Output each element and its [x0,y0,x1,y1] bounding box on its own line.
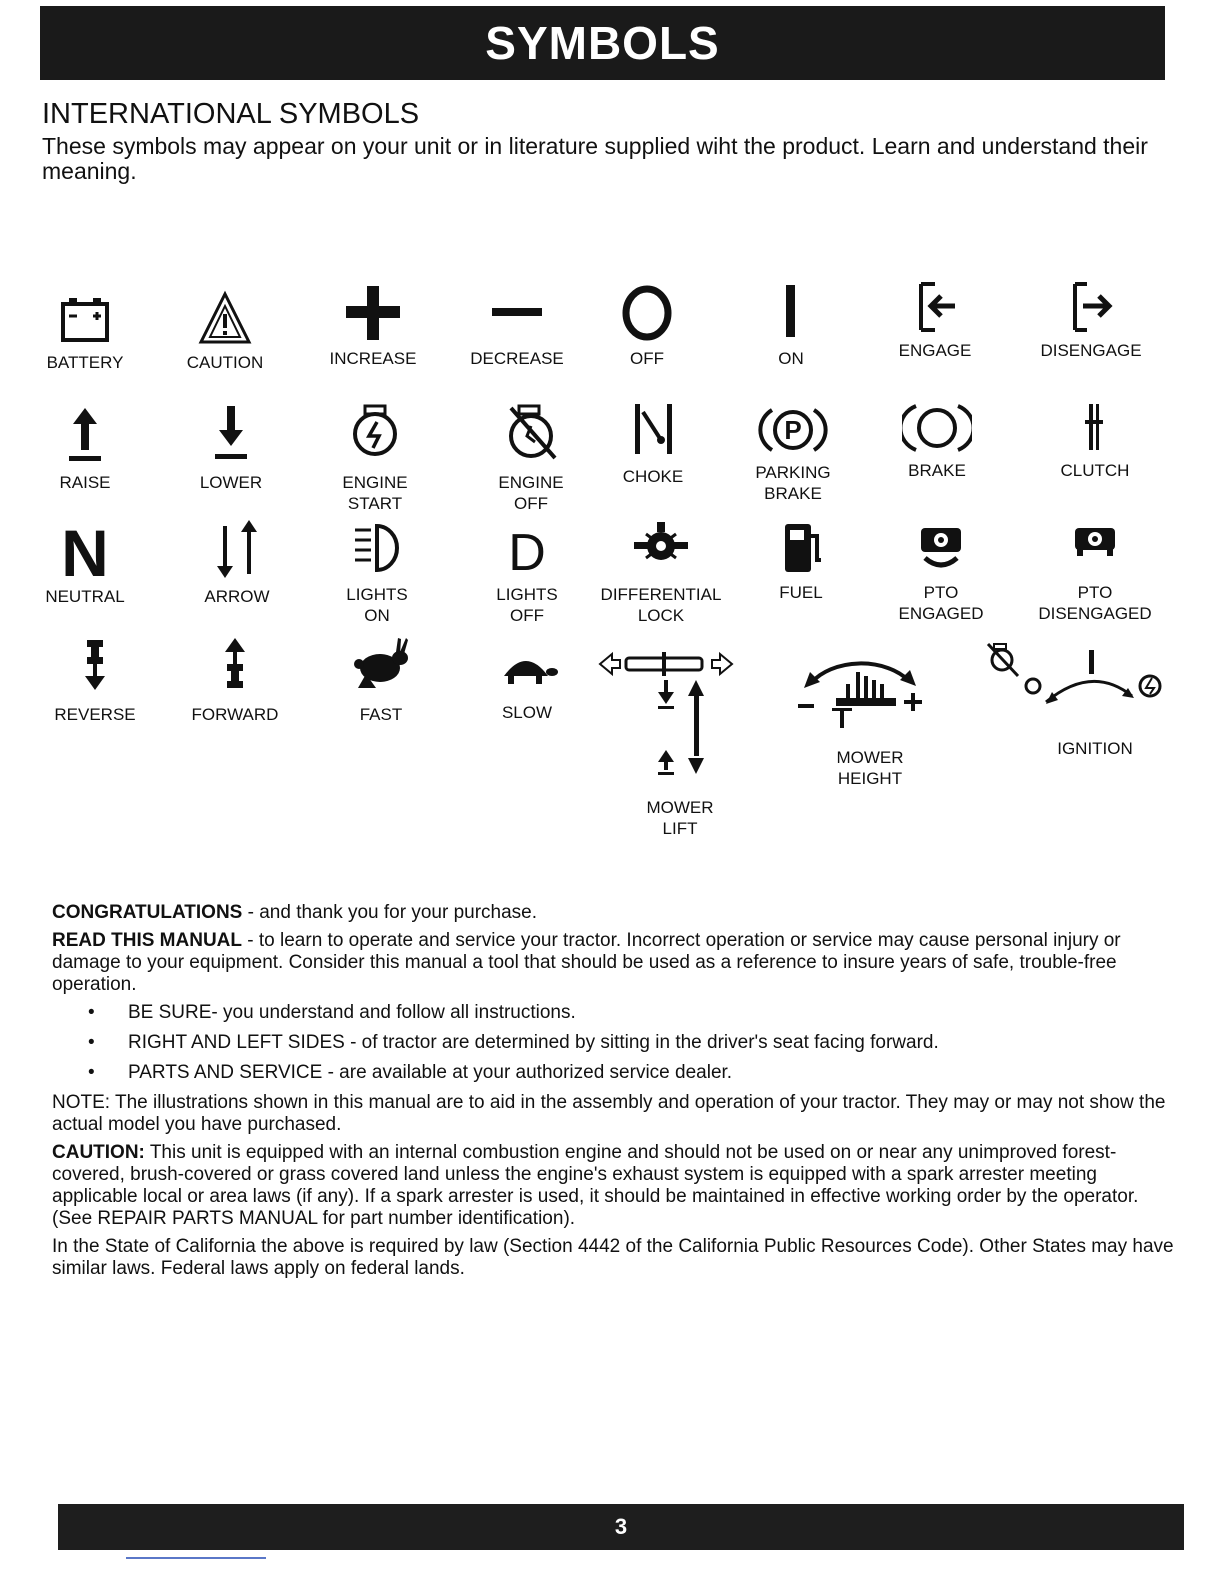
on-bar-icon [758,280,824,346]
symbol-label: DIFFERENTIAL LOCK [600,585,722,625]
symbol-mower-lift-label: MOWER LIFT [646,798,714,838]
symbol-label: INCREASE [329,349,417,368]
symbol-label: FORWARD [191,705,279,724]
mower-lift-icon [598,646,738,782]
intro-text: These symbols may appear on your unit or in literature supplied wiht the product. Learn and understand their meaning. [42,133,1148,184]
symbol-pto-engaged [866,516,1016,624]
congratulations-paragraph [52,902,1182,924]
symbol-neutral [10,516,160,607]
read-manual-heading: READ THIS MANUAL [52,930,242,951]
lights-on-icon [347,516,407,582]
rabbit-icon [346,634,416,702]
caution-heading: CAUTION: [52,1142,145,1163]
parking-glyph: P [784,415,802,445]
symbol-ignition-label: IGNITION [1057,739,1133,758]
caution-triangle-icon [195,288,255,350]
symbol-label: OFF [630,349,664,368]
parking-brake-icon [758,400,828,460]
symbol-fuel [726,516,876,603]
symbol-decrease [442,280,592,369]
disengage-icon [1061,278,1121,338]
instruction-list [52,1002,1182,1084]
section-title: INTERNATIONAL SYMBOLS [42,98,420,130]
symbol-label: ENGINE OFF [498,473,564,513]
engine-off-icon [501,398,561,470]
raise-arrow-icon [55,400,115,470]
symbol-label: PTO ENGAGED [898,583,984,623]
symbol-label: SLOW [501,703,553,722]
symbol-label: BATTERY [46,353,124,372]
symbol-clutch [1020,396,1170,481]
caution-text: This unit is equipped with an internal combustion engine and should not be used on or near any unimproved forest-covered, brush-covered or grass covered land unless the engine's exhaust system is equipped with a spark arrester meeting applicable local or area laws (if any). If a spark arrester is used, it should be maintained in effective working order by the operator. (See REPAIR PARTS MANUAL for part number identification). [52,1142,1139,1229]
symbol-label: ENGINE START [342,473,408,513]
symbol-label: ON [778,349,804,368]
page-number: 3 [614,1514,628,1539]
minus-icon [484,280,550,346]
symbol-label: ARROW [204,587,270,606]
list-item: • RIGHT AND LEFT SIDES - of tractor are determined by sitting in the driver's seat facing forward. [52,1032,1182,1054]
lights-off-glyph: D [508,524,546,582]
symbol-label: DISENGAGE [1040,341,1142,360]
symbol-parking-brake [718,400,868,504]
symbol-label: LIGHTS OFF [496,585,558,625]
read-manual-text: - to learn to operate and service your tractor. Incorrect operation or service may cause personal injury or damage to your equipment. Consider this manual a tool that should be used as a reference to insure years of safe, trouble-free operation. [52,930,1121,995]
symbol-label: ENGAGE [898,341,972,360]
symbol-battery [10,290,160,373]
congratulations-text: - and thank you for your purchase. [242,902,538,923]
header-banner [40,6,1165,80]
up-down-arrows-icon [207,516,267,584]
body-text [52,902,1182,1286]
symbol-label: CHOKE [622,467,684,486]
engage-icon [905,278,965,338]
mower-height-icon [790,636,940,736]
symbol-fast [306,634,456,725]
symbol-lights-off [452,516,602,626]
symbol-label: PTO DISENGAGED [1038,583,1152,623]
symbol-differential-lock [586,512,736,626]
clutch-icon [1065,396,1125,458]
ignition-icon [982,638,1172,718]
symbol-reverse [20,632,170,725]
symbol-raise [10,400,160,493]
congratulations-heading: CONGRATULATIONS [52,902,243,923]
symbol-choke [578,398,728,487]
page-title: SYMBOLS [485,17,720,69]
battery-icon [55,290,115,350]
symbol-label: BRAKE [908,461,966,480]
forward-icon [205,632,265,702]
reverse-icon [65,632,125,702]
read-manual-paragraph [52,930,1182,996]
list-item: • BE SURE- you understand and follow all instructions. [52,1002,1182,1024]
footer-banner [58,1504,1184,1550]
symbol-caution [150,288,300,373]
symbol-label: FUEL [779,583,823,602]
symbol-engine-start [300,398,450,514]
footer-rule [126,1557,266,1559]
caution-paragraph [52,1142,1182,1230]
symbol-arrow [162,516,312,607]
symbol-disengage [1016,278,1166,361]
symbol-slow [452,634,602,723]
symbol-on [716,280,866,369]
symbol-lights-on [302,516,452,626]
symbol-label: RAISE [59,473,111,492]
symbol-mower-height-label: MOWER HEIGHT [836,748,904,788]
lower-arrow-icon [201,400,261,470]
symbol-label: CAUTION [186,353,264,372]
plus-icon [340,280,406,346]
neutral-icon [55,516,115,584]
note-paragraph: NOTE: The illustrations shown in this manual are to aid in the assembly and operation of your tractor. They may or may not show the actual model you have purchased. [52,1092,1166,1135]
choke-icon [623,398,683,464]
symbol-engage [860,278,1010,361]
symbol-brake [862,398,1012,481]
california-paragraph: In the State of California the above is required by law (Section 4442 of the California Public Resources Code). Other States may have similar laws. Federal laws apply on federal lands. [52,1236,1174,1279]
off-circle-icon [614,280,680,346]
lights-off-icon [497,516,557,582]
pto-engaged-icon [911,516,971,580]
list-item: • PARTS AND SERVICE - are available at your authorized service dealer. [52,1062,1182,1084]
symbol-label: NEUTRAL [45,587,125,606]
symbol-increase [298,280,448,369]
fuel-pump-icon [771,516,831,580]
turtle-icon [492,634,562,700]
symbol-label: DECREASE [470,349,564,368]
symbol-forward [160,632,310,725]
symbol-pto-disengaged [1020,516,1170,624]
brake-icon [902,398,972,458]
pto-disengaged-icon [1065,516,1125,580]
differential-lock-icon [626,512,696,582]
symbol-label: LIGHTS ON [346,585,408,625]
engine-start-icon [345,398,405,470]
symbol-off [572,280,722,369]
symbol-label: CLUTCH [1060,461,1130,480]
symbol-lower [156,400,306,493]
symbol-label: FAST [359,705,403,724]
symbol-label: LOWER [199,473,263,492]
symbol-label: REVERSE [54,705,136,724]
neutral-glyph: N [61,516,109,584]
symbol-label: PARKING BRAKE [755,463,831,503]
